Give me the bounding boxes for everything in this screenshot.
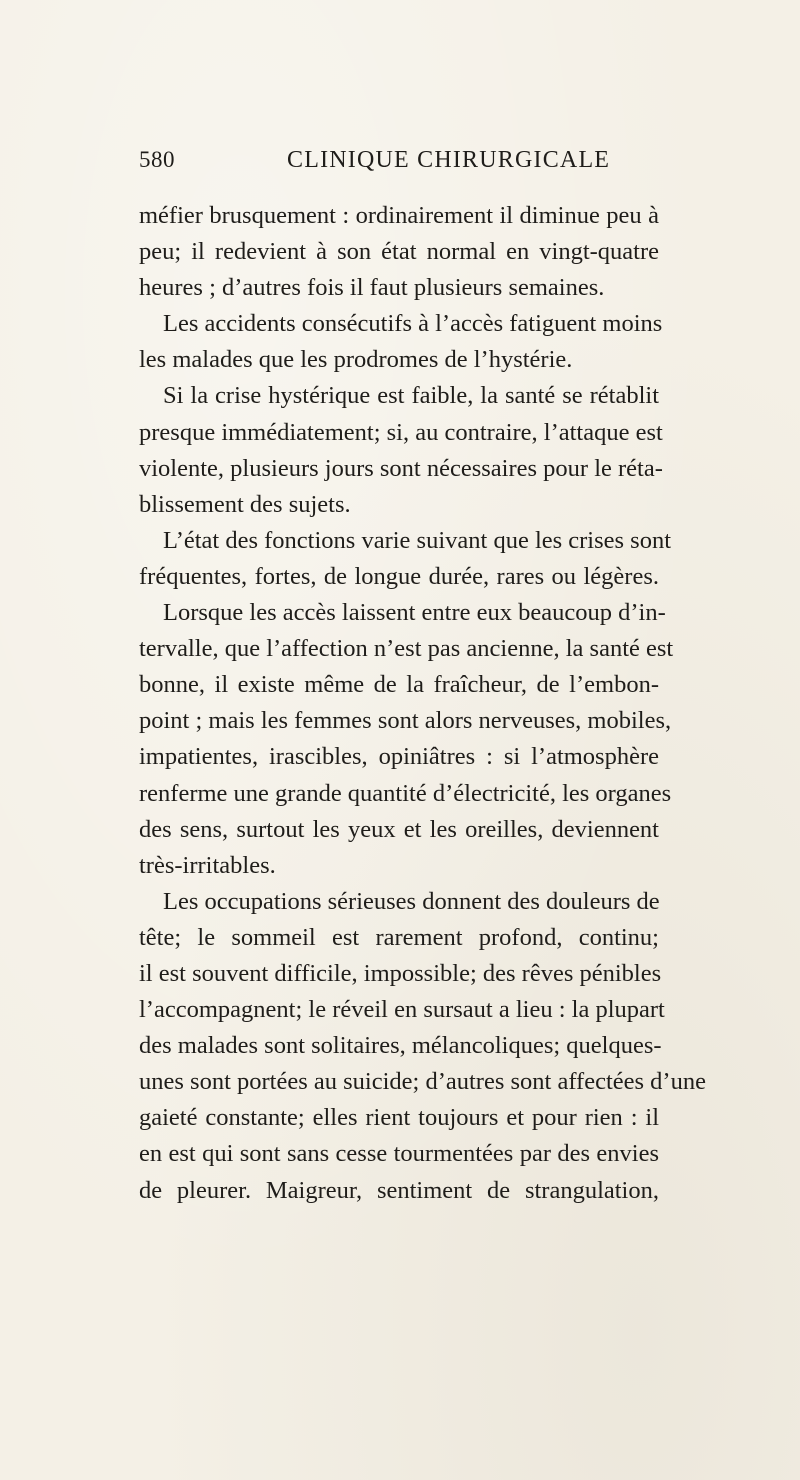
- text-line: violente, plusieurs jours sont nécessaires pour le réta-: [139, 454, 663, 482]
- paragraph-start: L’état des fonctions varie suivant que les crises sont: [163, 526, 672, 554]
- text-line: méfier brusquement : ordinairement il diminue peu à: [139, 202, 659, 229]
- text-line: gaieté constante; elles rient toujours et pour rien : il: [139, 1104, 659, 1132]
- paragraph-start: Les occupations sérieuses donnent des douleurs de: [163, 887, 660, 915]
- page-number: 580: [139, 147, 175, 172]
- text-line: blissement des sujets.: [139, 490, 351, 518]
- running-title: CLINIQUE CHIRURGICALE: [287, 147, 611, 173]
- text-line: bonne, il existe même de la fraîcheur, de l’embon-: [139, 671, 659, 699]
- paragraph-start: Si la crise hystérique est faible, la santé se rétablit: [163, 382, 659, 410]
- text-line: fréquentes, fortes, de longue durée, rares ou légères.: [139, 562, 659, 590]
- text-line: très-irritables.: [139, 851, 276, 879]
- text-line: des sens, surtout les yeux et les oreilles, deviennent: [139, 815, 659, 843]
- text-line: tête; le sommeil est rarement profond, continu;: [139, 923, 659, 951]
- text-line: renferme une grande quantité d’électricité, les organes: [139, 779, 672, 807]
- text-line: de pleurer. Maigreur, sentiment de strangulation,: [139, 1176, 659, 1204]
- body-text: [139, 198, 706, 1209]
- text-line: des malades sont solitaires, mélancoliques; quelques-: [139, 1032, 662, 1060]
- text-line: en est qui sont sans cesse tourmentées par des envies: [139, 1140, 659, 1168]
- text-line: tervalle, que l’affection n’est pas ancienne, la santé est: [139, 635, 674, 663]
- text-line: l’accompagnent; le réveil en sursaut a lieu : la plupart: [139, 996, 665, 1024]
- text-line: heures ; d’autres fois il faut plusieurs semaines.: [139, 274, 605, 302]
- text-line: les malades que les prodromes de l’hystérie.: [139, 346, 573, 374]
- text-line: unes sont portées au suicide; d’autres sont affectées d’une: [139, 1068, 706, 1096]
- text-line: peu; il redevient à son état normal en vingt-quatre: [139, 238, 659, 266]
- text-line: presque immédiatement; si, au contraire, l’attaque est: [139, 418, 663, 446]
- text-line: Lorsque les accès laissent entre eux beaucoup d’in-: [163, 599, 666, 627]
- text-line: point ; mais les femmes sont alors nerveuses, mobiles,: [139, 707, 672, 735]
- text-line: il est souvent difficile, impossible; des rêves pénibles: [139, 959, 662, 987]
- paragraph-start: Les accidents consécutifs à l’accès fatiguent moins: [163, 310, 663, 338]
- running-head: [139, 147, 659, 181]
- text-line: impatientes, irascibles, opiniâtres : si l’atmosphère: [139, 743, 659, 771]
